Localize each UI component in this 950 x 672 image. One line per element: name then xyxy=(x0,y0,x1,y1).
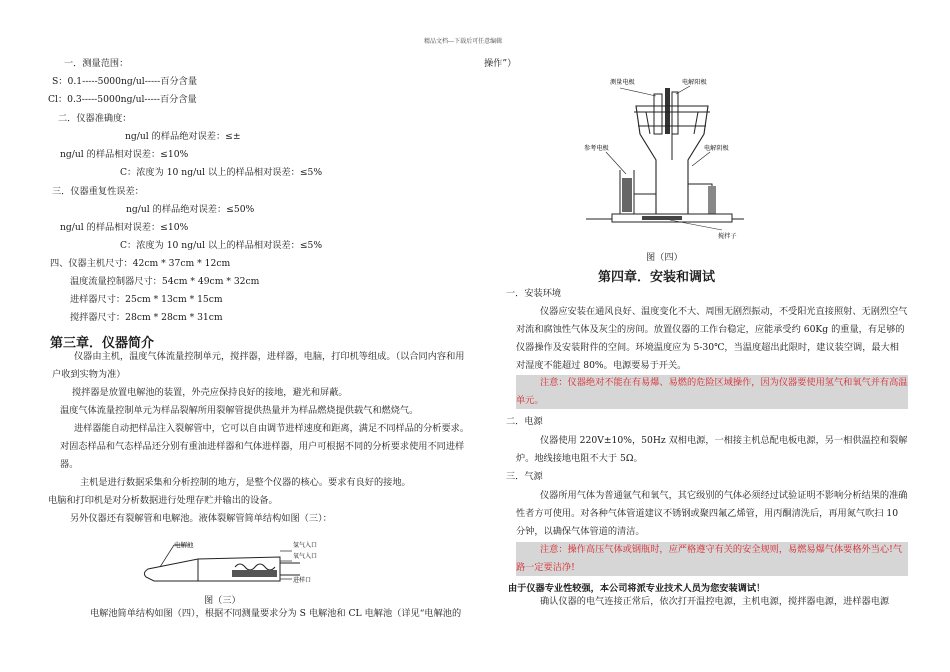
fig4-label-cathode: 电解阴极 xyxy=(704,145,729,152)
intro-paragraph-5: 主机是进行数据采集和分析控制的地方，是整个仪器的核心。要求有良好的接地。 xyxy=(80,477,411,488)
continued-text: 操作”） xyxy=(484,58,517,69)
install-note: 注意：仪器绝对不能在有易爆、易燃的危险区域操作，因为仪器要使用氢气和氧气并有高温单元。 xyxy=(516,377,908,406)
size-main: 四、仪器主机尺寸：42cm * 37cm * 12cm xyxy=(50,258,231,269)
install-service-note: 由于仪器专业性较强，本公司将派专业技术人员为您安装调试！ xyxy=(508,583,766,594)
intro-paragraph-1: 仪器由主机，温度气体流量控制单元，搅拌器，进样器，电脑，打印机等组成。（以合同内容和用户收到实物为准） xyxy=(52,351,465,380)
repeatability-line-2: ng/ul 的样品相对误差：≤10% xyxy=(60,222,189,233)
intro-paragraph-6: 电脑和打印机是对分析数据进行处理存贮并输出的设备。 xyxy=(48,495,278,506)
section-accuracy-title: 二．仪器准确度： xyxy=(58,113,132,124)
gas-title: 三．气源 xyxy=(506,471,543,482)
accuracy-line-2: ng/ul 的样品相对误差：≤10% xyxy=(60,149,189,160)
size-controller: 温度流量控制器尺寸：54cm * 49cm * 32cm xyxy=(70,276,260,287)
chapter-3-title: 第三章．仪器简介 xyxy=(50,336,155,351)
fig4-label-stirrer: 搅拌子 xyxy=(718,233,737,240)
fig4-label-anode: 电解阳极 xyxy=(682,79,707,86)
fig4-label-reference-electrode: 参考电极 xyxy=(584,145,609,152)
chapter-4-title: 第四章．安装和调试 xyxy=(598,270,716,285)
fig3-label-hydrogen: 氢气入口 xyxy=(293,542,318,549)
power-paragraph: 仪器使用 220V±10%，50Hz 双相电源，一相接主机总配电板电源，另一相供温控和裂解炉。地线接地电阻不大于 5Ω。 xyxy=(516,435,908,464)
figure-3-cracking-tube xyxy=(140,537,350,587)
page-header: 精品文档---下载后可任意编辑 xyxy=(424,38,503,45)
install-env-title: 一．安装环境 xyxy=(506,288,562,299)
fig3-label-inlet: 进样口 xyxy=(293,577,312,584)
size-sampler: 进样器尺寸：25cm * 13cm * 15cm xyxy=(70,294,223,305)
install-env-paragraph: 仪器应安装在通风良好、温度变化不大、周围无剧烈振动，不受阳光直接照射、无剧烈空气对流和腐蚀性气体及灰尘的房间。放置仪器的工作台稳定，应能承受约 60Kg 的重量，有足够的仪器操作及安装附件的空间。环境温度应为 5-30℃，当温度超出此限时，建议装空调，最大相对湿度不能超过 80%。电源要易于开关。 xyxy=(516,306,908,371)
section-measure-range-title: 一．测量范围： xyxy=(64,58,129,69)
intro-paragraph-3: 温度气体流量控制单元为样品裂解所用裂解管提供热量并为样品燃烧提供载气和燃烧气。 xyxy=(60,405,419,416)
fig3-label-cell: 电解池 xyxy=(174,541,194,549)
section-repeatability-title: 三．仪器重复性误差： xyxy=(52,186,144,197)
accuracy-line-3: C：浓度为 10 ng/ul 以上的样品相对误差：≤5% xyxy=(120,167,323,178)
intro-paragraph-4: 进样器能自动把样品注入裂解管中，它可以自由调节进样速度和距离，满足不同样品的分析要求。对固态样品和气态样品还分别有重油进样器和气体进样器，用户可根据不同的分析要求使用不同进样器。 xyxy=(60,423,470,470)
accuracy-line-1: ng/ul 的样品绝对误差：≤± xyxy=(125,131,241,142)
range-cl: Cl：0.3-----5000ng/ul-----百分含量 xyxy=(48,94,197,105)
repeatability-line-1: ng/ul 的样品绝对误差：≤50% xyxy=(126,204,255,215)
figure-3-caption: 图（三） xyxy=(204,595,241,606)
fig3-label-oxygen: 氧气入口 xyxy=(293,553,318,560)
fig4-label-measure-electrode: 测量电极 xyxy=(610,79,635,86)
range-s: S：0.1-----5000ng/ul-----百分含量 xyxy=(52,76,198,87)
power-on-sequence: 确认仪器的电气连接正常后，依次打开温控电源，主机电源，搅拌器电源，进样器电源 xyxy=(540,596,890,607)
repeatability-line-3: C：浓度为 10 ng/ul 以上的样品相对误差：≤5% xyxy=(120,240,323,251)
figure-4-caption: 图（四） xyxy=(646,252,683,263)
power-title: 二．电源 xyxy=(506,416,543,427)
intro-paragraph-2: 搅拌器是放置电解池的装置，外壳应保持良好的接地，避光和屏蔽。 xyxy=(72,387,348,398)
size-stirrer: 搅拌器尺寸：28cm * 28cm * 31cm xyxy=(70,312,223,323)
intro-paragraph-7: 另外仪器还有裂解管和电解池。液体裂解管简单结构如图（三）： xyxy=(70,513,332,524)
cell-structure-text: 电解池简单结构如图（四），根据不同测量要求分为 S 电解池和 CL 电解池（详见“电解池的 xyxy=(90,608,462,619)
gas-note: 注意：操作高压气体或钢瓶时，应严格遵守有关的安全规则，易燃易爆气体要格外当心!气路一定要洁净! xyxy=(516,544,903,573)
gas-paragraph: 仪器所用气体为普通氩气和氧气，其它级别的气体必须经过试验证明不影响分析结果的准确性者方可使用。对各种气体管道建议不锈钢或聚四氟乙烯管，用丙酮清洗后，再用氮气吹扫 10 分钟，以确保气体管道的清洁。 xyxy=(516,490,908,537)
figure-4-electrolytic-cell xyxy=(572,74,752,244)
